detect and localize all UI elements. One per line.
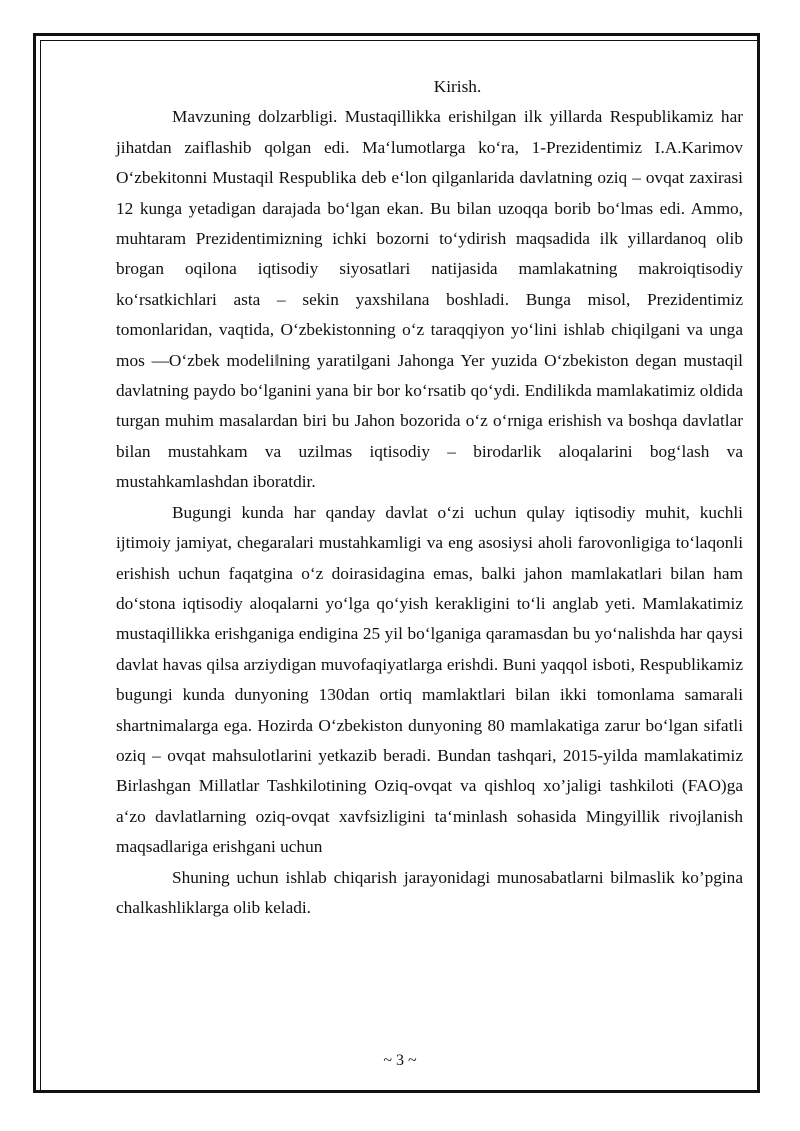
paragraph-relevance: Mavzuning dolzarbligi. Mustaqillikka erishilgan ilk yillarda Respublikamiz har jihatdan zaiflashib qolgan edi. Ma‘lumotlarga ko‘ra, 1-Prezidentimiz I.A.Karimov O‘zbekitonni Mustaqil Respublika deb e‘lon qilganlarida davlatning oziq – ovqat zaxirasi 12 kunga yetadigan darajada bo‘lgan ekan. Bu bilan uzoqqa borib bo‘lmas edi. Ammo, muhtaram Prezidentimizning ichki bozorni to‘ydirish maqsadida ilk yillardanoq olib brogan oqilona iqtisodiy siyosatlari natijasida mamlakatning makroiqtisodiy ko‘rsatkichlari asta – sekin yaxshilana boshladi. Bunga misol, Prezidentimiz tomonlaridan, vaqtida, O‘zbekistonning o‘z taraqqiyon yo‘lini ishlab chiqilgani va unga mos ―O‘zbek modeli‖ning yaratilgani Jahonga Yer yuzida O‘zbekiston degan mustaqil davlatning paydo bo‘lganini yana bir bor ko‘rsatib qo‘ydi. Endilikda mamlakatimiz oldida turgan muhim masalardan biri bu Jahon bozorida o‘z o‘rniga erishish va boshqa davlatlar bilan mustahkam va uzilmas iqtisodiy – birodarlik aloqalarini bog‘lash va mustahkamlashdan iboratdir. (116, 107, 743, 492)
page-number: ~ 3 ~ (383, 1052, 417, 1069)
section-title: Kirish. (433, 77, 482, 96)
document-body (116, 72, 743, 923)
paragraph-economic-relations: Bugungi kunda har qanday davlat o‘zi uchun qulay iqtisodiy muhit, kuchli ijtimoiy jamiyat, chegaralari mustahkamligi va eng asosiysi aholi farovonligiga to‘laqonli erishish uchun faqatgina o‘z doirasidagina emas, balki jahon mamlakatlari bilan ham do‘stona iqtisodiy aloqalarni yo‘lga qo‘yish kerakligini to‘li anglab yeti. Mamlakatimiz mustaqillikka erishganiga endigina 25 yil bo‘lganiga qaramasdan bu yo‘nalishda har qaysi davlat havas qilsa arziydigan muvofaqiyatlarga erishdi. Buni yaqqol isboti, Respublikamiz bugungi kunda dunyoning 130dan ortiq mamlaktlari bilan ikki tomonlama samarali shartnimalarga ega. Hozirda O‘zbekiston dunyoning 80 mamlakatiga zarur bo‘lgan sifatli oziq – ovqat mahsulotlarini yetkazib beradi. Bundan tashqari, 2015-yilda mamlakatimiz Birlashgan Millatlar Tashkilotining Oziq-ovqat va qishloq xo’jaligi tashkiloti (FAO)ga a‘zo davlatlarning oziq-ovqat xavfsizligini ta‘minlash sohasida Mingyillik rivojlanish maqsadlariga erishgani uchun (116, 502, 743, 857)
paragraph-conclusion: Shuning uchun ishlab chiqarish jarayonidagi munosabatlarni bilmaslik ko’pgina chalkashliklarga olib keladi. (116, 867, 743, 917)
